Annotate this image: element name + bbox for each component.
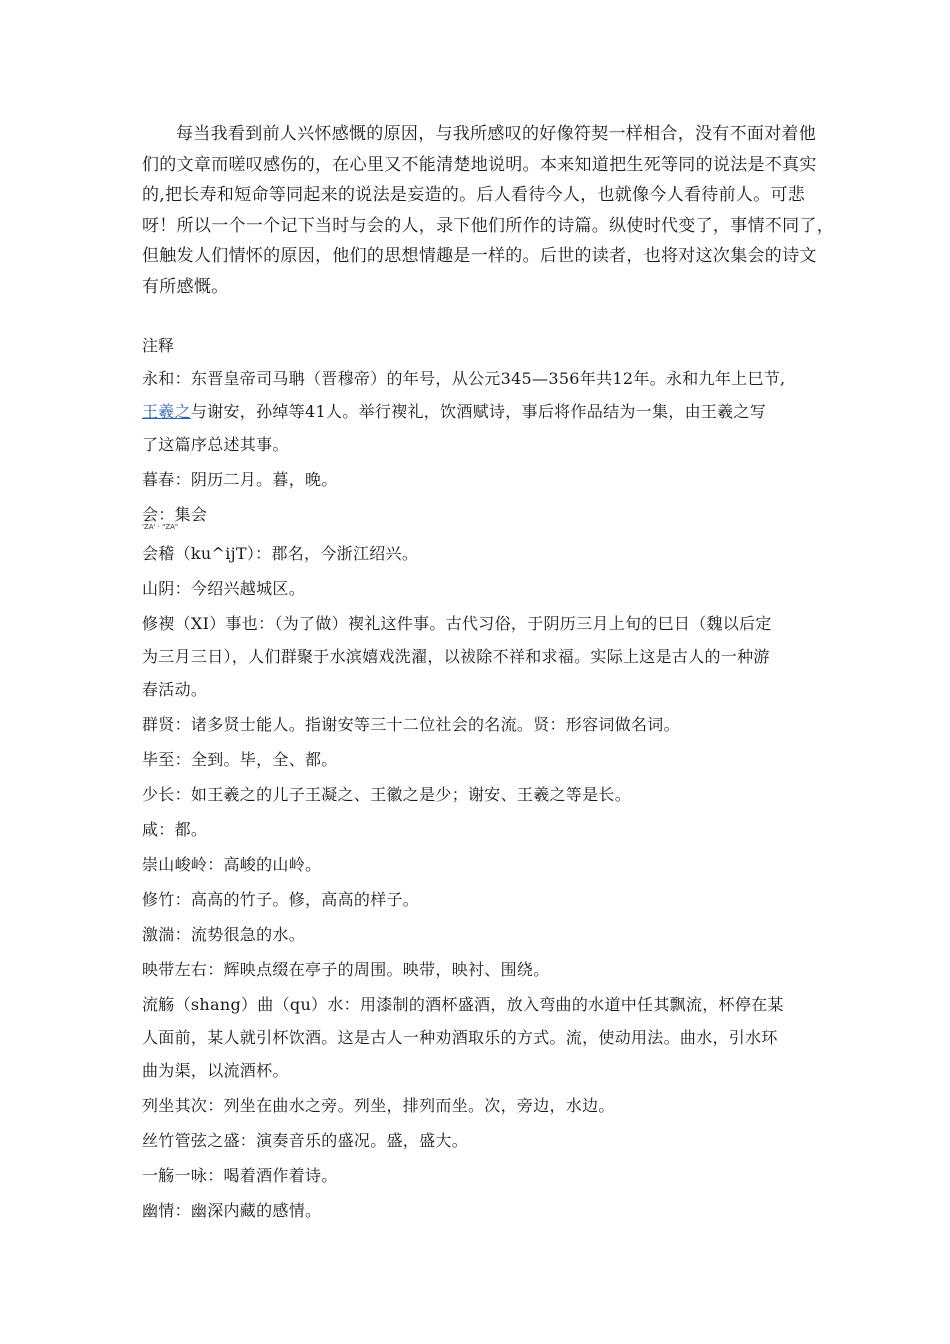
- note-xian: 咸：都。: [142, 820, 208, 839]
- note-yingdai: 映带左右：辉映点缀在亭子的周围。映带，映衬、围绕。: [142, 960, 550, 979]
- paragraph-line: 有所感慨。: [142, 276, 229, 297]
- note-line: 永和：东晋皇帝司马聃（晋穆帝）的年号，从公元345—356年共12年。永和九年上巳节,: [142, 369, 786, 388]
- note-text: 与谢安，孙绰等41人。举行褉礼，饮酒赋诗，事后将作品结为一集，由王羲之写: [190, 402, 767, 421]
- note-sizhu: 丝竹管弦之盛：演奏音乐的盛况。盛，盛大。: [142, 1131, 469, 1150]
- note-shanyin: 山阴：今绍兴越城区。: [142, 579, 306, 598]
- note-line: 曲为渠，以流酒杯。: [142, 1061, 289, 1080]
- note-line: 流觞（shang）曲（qu）水：用漆制的酒杯盛酒，放入弯曲的水道中任其飘流，杯停在某: [142, 995, 784, 1014]
- note-line: [142, 400, 822, 424]
- note-yonghe: [142, 367, 822, 457]
- pronunciation-marks: 'ZA' · "ZA": [142, 523, 179, 531]
- notes-heading: 注释: [142, 336, 175, 355]
- note-liezuo: 列坐其次：列坐在曲水之旁。列坐，排列而坐。次，旁边，水边。: [142, 1096, 615, 1115]
- note-yishang: 一觞一咏：喝着酒作着诗。: [142, 1166, 338, 1185]
- paragraph-line: 的,把长寿和短命等同起来的说法是妄造的。后人看待今人，也就像今人看待前人。可悲: [142, 185, 806, 206]
- note-xiuzhu: 修竹：高高的竹子。修，高高的样子。: [142, 890, 420, 909]
- note-bizhi: 毕至：全到。毕，全、都。: [142, 750, 338, 769]
- note-xiuxi: [142, 612, 822, 702]
- translation-paragraph: [142, 119, 834, 303]
- note-line: 春活动。: [142, 680, 208, 699]
- note-line: 人面前，某人就引杯饮酒。这是古人一种劝酒取乐的方式。流，使动用法。曲水，引水环: [142, 1028, 778, 1047]
- note-line: 修褉（XI）事也：（为了做）褉礼这件事。古代习俗，于阴历三月上旬的巳日（魏以后定: [142, 614, 772, 633]
- note-liushang: [142, 993, 822, 1083]
- note-muchun: 暮春：阴历二月。暮，晚。: [142, 470, 338, 489]
- note-text: 会：集会: [142, 505, 208, 524]
- note-line: 了这篇序总述其事。: [142, 435, 289, 454]
- note-jituan: 激湍：流势很急的水。: [142, 925, 306, 944]
- paragraph-line: 们的文章而嗟叹感伤的，在心里又不能清楚地说明。本来知道把生死等同的说法是不真实: [142, 154, 817, 175]
- paragraph-line: 呀！所以一个一个记下当时与会的人，录下他们所作的诗篇。纵使时代变了，事情不同了，: [142, 215, 834, 236]
- note-shaozhang: 少长：如王羲之的儿子王凝之、王徽之是少；谢安、王羲之等是长。: [142, 785, 632, 804]
- paragraph-line: 每当我看到前人兴怀感慨的原因，与我所感叹的好像符契一样相合，没有不面对着他: [176, 124, 817, 144]
- notes-list: [142, 367, 822, 1234]
- note-qunxian: 群贤：诸多贤士能人。指谢安等三十二位社会的名流。贤：形容词做名词。: [142, 715, 680, 734]
- note-hui: [142, 503, 822, 531]
- wang-xizhi-link[interactable]: 王羲之: [142, 402, 191, 421]
- note-chongshan: 崇山峻岭：高峻的山岭。: [142, 855, 322, 874]
- note-line: 为三月三日），人们群聚于水滨嬉戏洗濯，以祓除不祥和求福。实际上这是古人的一种游: [142, 647, 770, 666]
- note-youqing: 幽情：幽深内藏的感情。: [142, 1201, 322, 1220]
- paragraph-line: 但触发人们情怀的原因，他们的思想情趣是一样的。后世的读者，也将对这次集会的诗文: [142, 246, 817, 267]
- note-kuaiji: 会稽（ku^ijT）：郡名，今浙江绍兴。: [142, 544, 419, 563]
